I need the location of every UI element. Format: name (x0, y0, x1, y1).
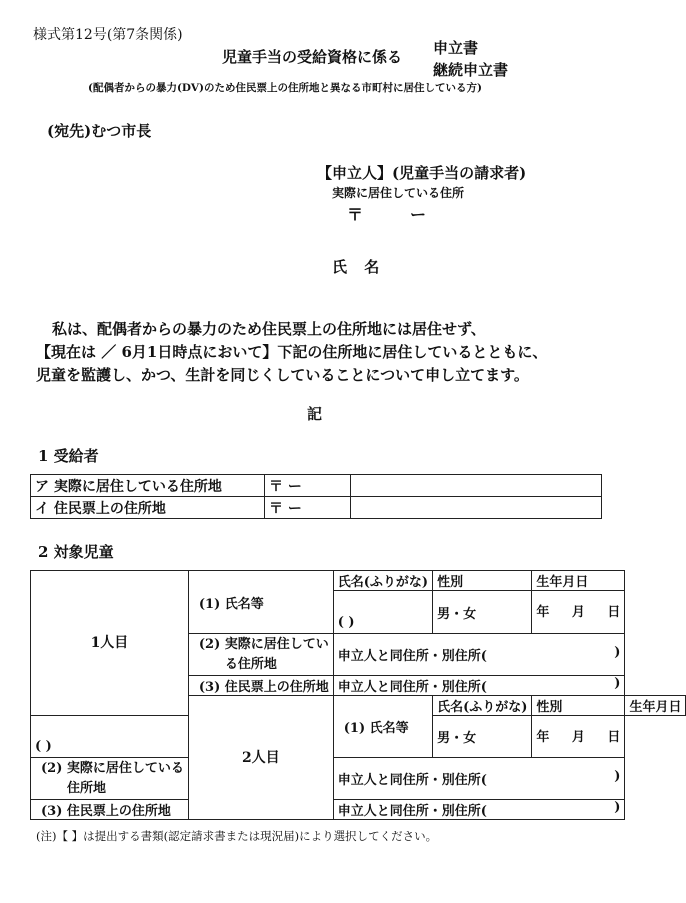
child-1-residence-close: ) (614, 645, 621, 660)
footnote: (注)【 】は提出する書類(認定請求書または現況届)により選択してください。 (36, 829, 438, 843)
applicant-address-label: 実際に居住している住所 (332, 186, 465, 200)
child-1-furigana-parens: ( ) (337, 615, 355, 630)
applicant-name-label: 氏 名 (332, 258, 386, 276)
child-1-residence-item-line2: る住所地 (224, 656, 277, 672)
form-type-application: 申立書 (433, 39, 479, 57)
postal-mark: 〒 (347, 205, 364, 224)
ki-heading: 記 (307, 405, 323, 423)
statement-line-1: 私は、配偶者からの暴力のため住民票上の住所地には居住せず、 (52, 320, 486, 338)
recipient-registry-address-label: イ 住民票上の住所地 (31, 497, 265, 519)
child-1-dob-header: 生年月日 (532, 571, 625, 591)
recipient-actual-address-field[interactable] (351, 475, 602, 497)
child-2-furigana-parens: ( ) (35, 739, 52, 754)
child-2-dob-header: 生年月日 (625, 696, 686, 716)
child-1-name-item: (1) 氏名等 (188, 571, 333, 634)
statement-line-3: 児童を監護し、かつ、生計を同じくしていることについて申し立てます。 (36, 366, 529, 384)
statement-line-2: 【現在は ／ 6月1日時点において】下記の住所地に居住しているとともに、 (36, 343, 548, 361)
child-1-registry-value: 申立人と同住所・別住所( (337, 680, 487, 695)
child-2-sex-header: 性別 (532, 696, 625, 716)
child-2-name-field[interactable] (31, 716, 189, 758)
child-1-residence-item-line1: (2) 実際に居住してい (198, 636, 329, 652)
child-1-residence-value: 申立人と同住所・別住所( (337, 649, 487, 664)
child-2-registry-field[interactable] (333, 800, 625, 820)
recipient-registry-postal[interactable]: 〒 ー (265, 497, 351, 519)
section2-heading: 2 対象児童 (38, 543, 114, 561)
child-2-ordinal: 2人目 (188, 696, 333, 820)
child-2-residence-item-line1: (2) 実際に居住している (41, 760, 184, 776)
child-1-residence-item (188, 634, 333, 676)
form-number: 様式第12号(第7条関係) (33, 27, 183, 43)
postal-dash: ー (410, 205, 427, 224)
form-subtitle: (配偶者からの暴力(DV)のため住民票上の住所地と異なる市町村に居住している方) (88, 82, 482, 94)
section1-heading: 1 受給者 (38, 447, 99, 465)
form-title: 児童手当の受給資格に係る (222, 48, 403, 66)
child-1-sex-field[interactable]: 男・女 (433, 591, 532, 634)
child-2-name-item: (1) 氏名等 (333, 696, 432, 758)
child-1-registry-close: ) (614, 676, 621, 691)
applicant-heading: 【申立人】(児童手当の請求者) (317, 164, 527, 182)
children-table (30, 570, 686, 820)
recipient-registry-address-field[interactable] (351, 497, 602, 519)
child-1-sex-header: 性別 (433, 571, 532, 591)
child-1-dob-field[interactable]: 年 月 日 (532, 591, 625, 634)
child-2-residence-value: 申立人と同住所・別住所( (337, 773, 487, 788)
form-type-continuation: 継続申立書 (433, 61, 509, 79)
child-2-registry-value: 申立人と同住所・別住所( (337, 804, 487, 819)
addressee: (宛先)むつ市長 (47, 122, 152, 140)
child-1-ordinal: 1人目 (31, 571, 189, 716)
child-2-sex-field[interactable]: 男・女 (433, 716, 532, 758)
recipient-actual-postal[interactable]: 〒 ー (265, 475, 351, 497)
child-2-registry-close: ) (614, 800, 621, 815)
child-1-registry-item: (3) 住民票上の住所地 (188, 676, 333, 696)
child-2-name-header: 氏名(ふりがな) (433, 696, 532, 716)
child-2-residence-close: ) (614, 769, 621, 784)
child-1-residence-field[interactable] (333, 634, 625, 676)
child-2-residence-field[interactable] (333, 758, 625, 800)
child-2-residence-item (31, 758, 189, 800)
child-2-registry-item: (3) 住民票上の住所地 (31, 800, 189, 820)
recipient-actual-address-label: ア 実際に居住している住所地 (31, 475, 265, 497)
child-1-registry-field[interactable] (333, 676, 625, 696)
child-2-dob-field[interactable]: 年 月 日 (532, 716, 625, 758)
child-2-residence-item-line2: 住所地 (67, 780, 107, 796)
child-1-name-header: 氏名(ふりがな) (333, 571, 432, 591)
recipient-table (30, 474, 602, 519)
child-1-name-field[interactable] (333, 591, 432, 634)
